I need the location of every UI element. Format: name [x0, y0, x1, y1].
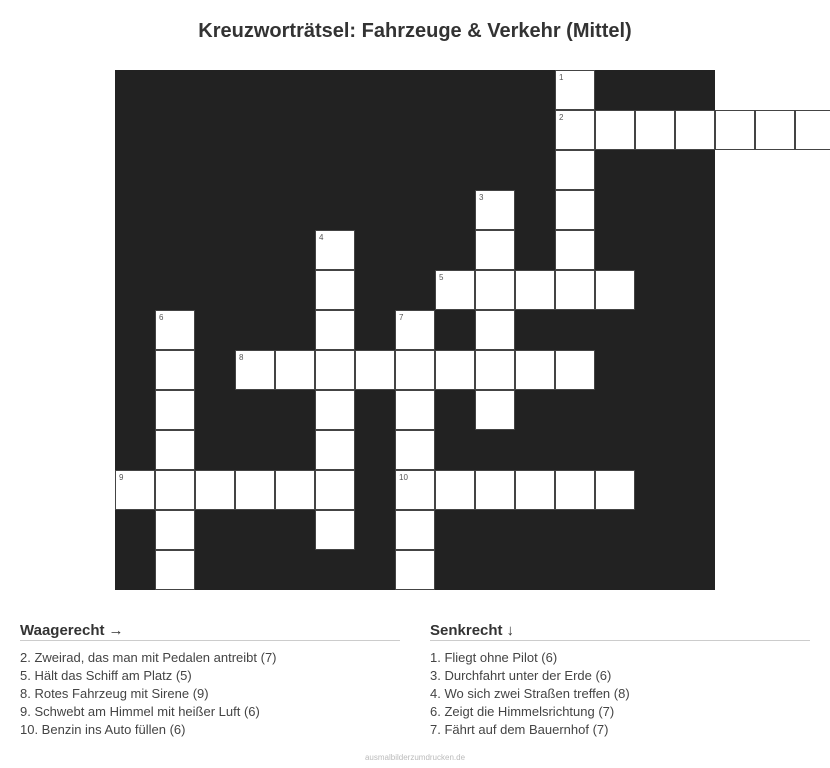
grid-cell[interactable]	[315, 270, 355, 310]
grid-cell[interactable]	[475, 470, 515, 510]
grid-cell[interactable]	[475, 230, 515, 270]
clue-number: 9	[119, 473, 124, 482]
grid-cell[interactable]	[315, 510, 355, 550]
grid-cell[interactable]	[475, 270, 515, 310]
grid-cell[interactable]	[195, 470, 235, 510]
grid-cell[interactable]	[675, 110, 715, 150]
grid-cell[interactable]	[555, 470, 595, 510]
grid-cell[interactable]	[555, 350, 595, 390]
grid-cell[interactable]	[755, 110, 795, 150]
grid-cell[interactable]	[155, 470, 195, 510]
grid-cell[interactable]	[155, 350, 195, 390]
grid-cell[interactable]	[555, 270, 595, 310]
grid-cell[interactable]	[115, 470, 155, 510]
grid-cell[interactable]	[555, 190, 595, 230]
right-arrow-icon: →	[108, 622, 124, 639]
grid-cell[interactable]	[315, 230, 355, 270]
grid-cell[interactable]	[155, 510, 195, 550]
grid-cell[interactable]	[395, 550, 435, 590]
grid-cell[interactable]	[595, 470, 635, 510]
grid-cell[interactable]	[395, 350, 435, 390]
grid-cell[interactable]	[595, 270, 635, 310]
grid-cell[interactable]	[475, 190, 515, 230]
grid-cell[interactable]	[275, 350, 315, 390]
grid-cell[interactable]	[395, 390, 435, 430]
down-clue: 1. Fliegt ohne Pilot (6)	[430, 650, 558, 665]
across-clue: 10. Benzin ins Auto füllen (6)	[20, 722, 186, 737]
grid-cell[interactable]	[315, 470, 355, 510]
crossword-grid	[115, 70, 715, 590]
clue-number: 7	[399, 313, 404, 322]
clue-number: 2	[559, 113, 564, 122]
down-clue: 4. Wo sich zwei Straßen treffen (8)	[430, 686, 630, 701]
grid-cell[interactable]	[435, 350, 475, 390]
clue-number: 6	[159, 313, 164, 322]
grid-cell[interactable]	[555, 70, 595, 110]
footer-watermark: ausmalbilderzumdrucken.de	[364, 753, 466, 762]
grid-cell[interactable]	[795, 110, 830, 150]
grid-cell[interactable]	[475, 310, 515, 350]
page-title: Kreuzworträtsel: Fahrzeuge & Verkehr (Mittel)	[198, 20, 632, 42]
grid-cell[interactable]	[235, 470, 275, 510]
clue-number: 3	[479, 193, 484, 202]
grid-cell[interactable]	[435, 270, 475, 310]
clue-number: 10	[399, 473, 408, 482]
down-heading	[430, 622, 810, 641]
grid-cell[interactable]	[275, 470, 315, 510]
grid-cell[interactable]	[595, 110, 635, 150]
clue-number: 8	[239, 353, 244, 362]
grid-cell[interactable]	[475, 350, 515, 390]
across-clue: 9. Schwebt am Himmel mit heißer Luft (6)	[20, 704, 260, 719]
clue-number: 4	[319, 233, 324, 242]
across-heading-label: Waagerecht	[20, 622, 105, 639]
grid-cell[interactable]	[435, 470, 475, 510]
grid-cell[interactable]	[395, 310, 435, 350]
grid-cell[interactable]	[155, 390, 195, 430]
down-heading-label: Senkrecht	[430, 622, 503, 639]
grid-cell[interactable]	[515, 270, 555, 310]
grid-cell[interactable]	[395, 470, 435, 510]
down-clue: 6. Zeigt die Himmelsrichtung (7)	[430, 704, 615, 719]
across-heading	[20, 622, 400, 641]
grid-cell[interactable]	[555, 230, 595, 270]
grid-cell[interactable]	[635, 110, 675, 150]
down-clue: 3. Durchfahrt unter der Erde (6)	[430, 668, 612, 683]
grid-cell[interactable]	[395, 430, 435, 470]
grid-cell[interactable]	[515, 350, 555, 390]
grid-cell[interactable]	[475, 390, 515, 430]
across-clues	[20, 622, 400, 739]
clue-number: 5	[439, 273, 444, 282]
across-clue: 5. Hält das Schiff am Platz (5)	[20, 668, 192, 683]
grid-cell[interactable]	[315, 350, 355, 390]
grid-cell[interactable]	[235, 350, 275, 390]
grid-cell[interactable]	[715, 110, 755, 150]
grid-cell[interactable]	[155, 550, 195, 590]
across-clue: 2. Zweirad, das man mit Pedalen antreibt (7)	[20, 650, 277, 665]
grid-cell[interactable]	[315, 310, 355, 350]
down-arrow-icon: ↓	[506, 622, 515, 639]
grid-cell[interactable]	[555, 110, 595, 150]
grid-cell[interactable]	[395, 510, 435, 550]
across-clue: 8. Rotes Fahrzeug mit Sirene (9)	[20, 686, 209, 701]
grid-cell[interactable]	[555, 150, 595, 190]
grid-cell[interactable]	[355, 350, 395, 390]
grid-cell[interactable]	[315, 390, 355, 430]
down-clues	[430, 622, 810, 739]
grid-cell[interactable]	[155, 310, 195, 350]
grid-cell[interactable]	[315, 430, 355, 470]
clue-number: 1	[559, 73, 564, 82]
down-clue: 7. Fährt auf dem Bauernhof (7)	[430, 722, 609, 737]
grid-cell[interactable]	[155, 430, 195, 470]
grid-cell[interactable]	[515, 470, 555, 510]
